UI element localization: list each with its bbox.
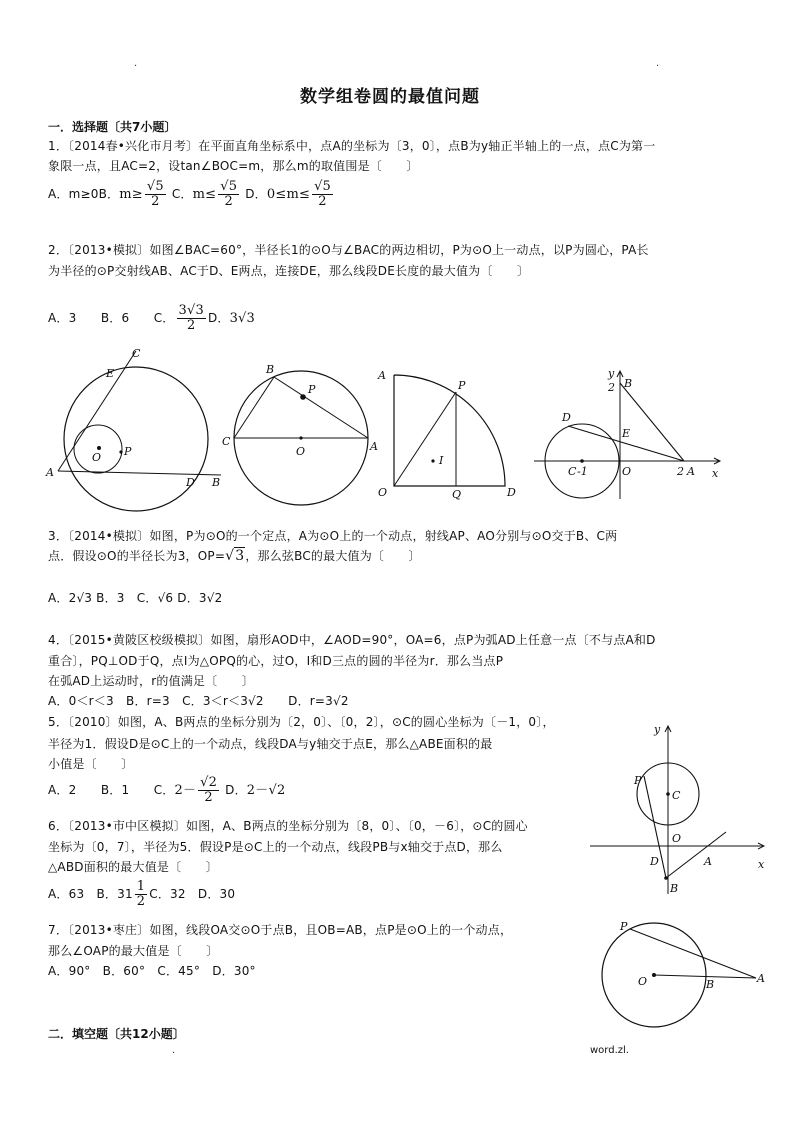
footer-text: word.zl. <box>590 1045 629 1056</box>
fig3-label-A: A <box>378 369 386 382</box>
fig2-label-O: O <box>296 445 306 458</box>
q7-options: A．90° B．60° C．45° D．30° <box>48 964 256 978</box>
figure-coordinate-circle-q6 <box>586 718 771 898</box>
q1-option-c: C． <box>171 187 193 201</box>
q5-c-num: √2 <box>200 775 218 790</box>
q5-option-c-fraction <box>198 776 219 805</box>
q2-line2: 为半径的⊙P交射线AB、AC于D、E两点，连接DE，那么线段DE长度的最大值为〔 〕 <box>48 264 530 278</box>
q1-line2: 象限一点，且AC=2，设tan∠BOC=m，那么m的取值围是〔 〕 <box>48 159 419 173</box>
q4-options: A．0＜r＜3 B．r=3 C．3＜r＜3√2 D．r=3√2 <box>48 694 349 708</box>
q3-line2-start: 点．假设⊙O的半径长为3，OP= <box>48 549 226 563</box>
q5-option-d-value: 2－√2 <box>246 783 286 798</box>
q5-line1: 5．〔2010〕如图，A、B两点的坐标分别为〔2，0〕、〔0，2〕，⊙C的圆心坐标为〔－1，0〕， <box>48 715 555 729</box>
q3-options: A．2√3 B．3 C．√6 D．3√2 <box>48 591 223 605</box>
q1-option-b-prefix: m≥ <box>119 187 143 202</box>
fig5-label-C: C <box>672 789 681 802</box>
fig1-label-E: E <box>106 367 115 380</box>
figure-coordinate-circle-q5 <box>528 363 728 508</box>
q1-option-d-prefix: 0≤m≤ <box>266 187 311 202</box>
q5-option-c-prefix: 2－ <box>174 783 197 798</box>
fig4-label-D: D <box>562 411 571 424</box>
fig4-label-x: x <box>712 467 719 480</box>
fig5-label-B: B <box>670 882 679 895</box>
fig5-label-A: A <box>704 855 712 868</box>
fig2-label-B: B <box>266 363 275 376</box>
q4-line1: 4．〔2015•黄陂区校级模拟〕如图，扇形AOD中，∠AOD=90°，OA=6，点P为弧AD上任意一点〔不与点A和D <box>48 633 656 647</box>
page-title: 数学组卷圆的最值问题 <box>300 87 480 107</box>
q3-sqrt: √3 <box>225 548 245 564</box>
q5-line3: 小值是〔 〕 <box>48 757 134 771</box>
q1-option-b-fraction <box>145 180 166 209</box>
q3-line2-end: ，那么弦BC的最大值为〔 〕 <box>245 549 421 563</box>
q4-line3: 在弧AD上运动时，r的值满足〔 〕 <box>48 674 254 688</box>
fig4-label-2y: 2 <box>608 381 615 394</box>
q7-line1: 7．〔2013•枣庄〕如图，线段OA交⊙O于点B，且OB=AB，点P是⊙O上的一个动点， <box>48 923 513 937</box>
fig2-label-A: A <box>370 440 378 453</box>
fig3-label-D: D <box>507 486 516 499</box>
fig5-label-P: P <box>634 774 642 787</box>
fig4-label-A: A <box>687 465 695 478</box>
bottom-dot: . <box>172 1045 176 1056</box>
q6-option-b-fraction <box>135 880 147 909</box>
q5-c-den: 2 <box>204 790 213 805</box>
figure-tangent-circles <box>44 345 229 515</box>
fig5-label-D: D <box>650 855 659 868</box>
q1-c-den: 2 <box>224 194 233 209</box>
q6-line3: △ABD面积的最大值是〔 〕 <box>48 860 218 874</box>
q3-sqrt-radicand: 3 <box>235 548 245 564</box>
fig7-label-P: P <box>620 920 628 933</box>
q1-d-den: 2 <box>318 194 327 209</box>
fig1-label-A: A <box>46 466 54 479</box>
q6-b-den: 2 <box>136 894 146 909</box>
q3-line2 <box>48 547 421 564</box>
header-dot-left: . <box>134 58 138 69</box>
section-heading-choice: 一．选择题〔共7小题〕 <box>48 120 177 134</box>
q2-options <box>48 304 255 333</box>
figure-circle-segment-q7 <box>600 918 770 1033</box>
q2-option-d-value: 3√3 <box>229 311 256 326</box>
q6-line1: 6．〔2013•市中区模拟〕如图，A、B两点的坐标分别为〔8，0〕、〔0，－6〕，⊙C的圆心 <box>48 819 528 833</box>
q5-line2: 半径为1．假设D是⊙C上的一个动点，线段DA与y轴交于点E，那么△ABE面积的最 <box>48 737 493 751</box>
q2-option-c-fraction <box>177 304 206 333</box>
fig4-label-2x: 2 <box>677 465 684 478</box>
q7-line2: 那么∠OAP的最大值是〔 〕 <box>48 944 219 958</box>
fig5-label-x: x <box>758 858 765 871</box>
q2-c-num: 3√3 <box>178 303 204 318</box>
q2-line1: 2．〔2013•模拟〕如图∠BAC=60°，半径长1的⊙O与∠BAC的两边相切，P为⊙O上一动点，以P为圆心，PA长 <box>48 243 649 257</box>
fig7-label-O: O <box>638 975 648 988</box>
fig4-label-O: O <box>622 465 632 478</box>
figure-inscribed-triangle <box>220 360 388 510</box>
q2-options-ab: A．3 B．6 C． <box>48 311 175 325</box>
q6-options-cd: C．32 D．30 <box>149 887 236 901</box>
q1-b-num: √5 <box>146 179 164 194</box>
q6-options-a: A．63 B．31 <box>48 887 133 901</box>
q2-c-den: 2 <box>186 318 196 333</box>
fig4-label-E: E <box>622 427 631 440</box>
header-dot-right: . <box>656 58 660 69</box>
fig3-label-Q: Q <box>452 488 462 501</box>
fig3-label-O: O <box>378 486 388 499</box>
q2-option-d: D． <box>207 311 230 325</box>
fig1-label-C: C <box>132 347 141 360</box>
q6-options <box>48 880 235 909</box>
fig3-label-I: I <box>439 454 444 467</box>
fig5-label-O: O <box>672 832 682 845</box>
q1-c-num: √5 <box>220 179 238 194</box>
q1-line1: 1．〔2014春•兴化市月考〕在平面直角坐标系中，点A的坐标为〔3，0〕，点B为y轴正半轴上的一点，点C为第一 <box>48 139 656 153</box>
q1-d-num: √5 <box>314 179 332 194</box>
q5-option-d: D． <box>225 783 247 797</box>
fig2-label-P: P <box>308 383 316 396</box>
fig1-label-P: P <box>124 445 132 458</box>
fig1-label-D: D <box>186 476 195 489</box>
q6-b-num: 1 <box>136 879 146 894</box>
q5-options <box>48 776 285 805</box>
q1-option-a: A．m≥0B． <box>48 187 120 201</box>
fig4-label-y: y <box>608 367 615 380</box>
fig2-label-C: C <box>222 435 231 448</box>
q1-option-d-fraction <box>312 180 333 209</box>
figure-sector <box>372 365 527 505</box>
q3-line1: 3．〔2014•模拟〕如图，P为⊙O的一个定点，A为⊙O上的一个动点，射线AP、AO分别与⊙O交于B、C两 <box>48 529 618 543</box>
q1-option-c-fraction <box>218 180 239 209</box>
q6-line2: 坐标为〔0，7〕，半径为5．假设P是⊙C上的一个动点，线段PB与x轴交于点D，那么 <box>48 840 503 854</box>
q4-line2: 重合〕，PQ⊥OD于Q，点I为△OPQ的心，过O，I和D三点的圆的半径为r．那么当点P <box>48 654 504 668</box>
fig7-label-A: A <box>757 972 765 985</box>
fig7-label-B: B <box>706 978 715 991</box>
q5-options-ab: A．2 B．1 C． <box>48 783 175 797</box>
section-heading-fill: 二．填空题〔共12小题〕 <box>48 1027 185 1041</box>
fig4-label-minus1: -1 <box>577 465 588 478</box>
q1-option-c-prefix: m≤ <box>192 187 217 202</box>
fig1-label-O: O <box>92 451 102 464</box>
fig4-label-C: C <box>568 465 577 478</box>
fig4-label-B: B <box>624 377 633 390</box>
fig1-label-B: B <box>212 476 221 489</box>
fig3-label-P: P <box>458 379 466 392</box>
q1-options <box>48 180 335 209</box>
fig5-label-y: y <box>654 723 661 736</box>
q1-b-den: 2 <box>151 194 160 209</box>
q1-option-d: D． <box>245 187 267 201</box>
